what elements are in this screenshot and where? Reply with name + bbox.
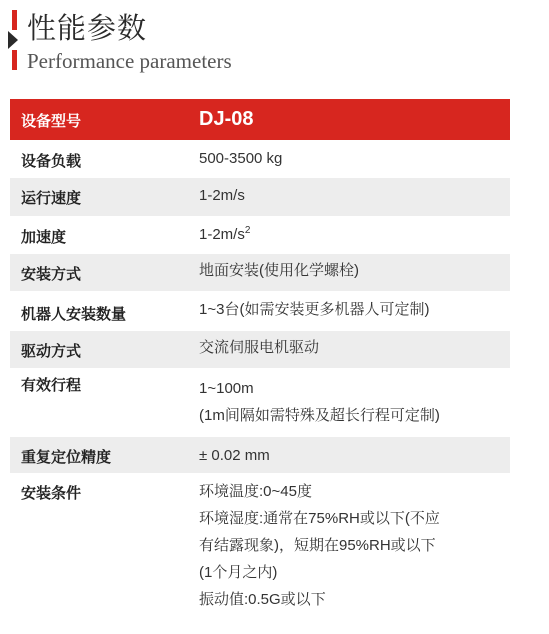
param-label: 安装方式	[21, 266, 82, 283]
param-value	[199, 478, 440, 613]
table-row	[10, 217, 510, 254]
param-value-text: 500-3500 kg	[199, 150, 283, 167]
param-value-line	[199, 402, 440, 429]
param-value-text: 有结露现象)，短期在95%RH或以下	[199, 537, 436, 554]
param-value-line	[199, 532, 440, 559]
param-value-text: (1个月之内)	[199, 564, 278, 581]
param-value-line	[199, 182, 245, 209]
param-value-text: 交流伺服电机驱动	[199, 339, 320, 356]
param-value-text: 1-2m/s	[199, 187, 245, 204]
param-value-text: 环境温度:0~45度	[199, 483, 312, 500]
param-label: 设备负载	[21, 153, 82, 170]
section-title: 性能参数	[27, 13, 148, 45]
section-header	[0, 0, 549, 90]
param-value-line	[199, 257, 359, 284]
param-value-text: 振动值:0.5G或以下	[199, 591, 326, 608]
param-value-text: (1m间隔如需特殊及超长行程可定制)	[199, 407, 440, 424]
section-subtitle: Performance parameters	[27, 49, 232, 73]
arrow-icon	[8, 31, 18, 49]
table-row	[10, 437, 510, 474]
param-label: 驱动方式	[21, 343, 82, 360]
param-value-line	[199, 334, 319, 361]
param-value-line	[199, 505, 440, 532]
param-label: 安装条件	[21, 485, 82, 502]
param-label: 机器人安装数量	[21, 306, 127, 323]
param-value-text: 环境湿度:通常在75%RH或以下(不应	[199, 510, 440, 527]
param-label: 重复定位精度	[21, 449, 112, 466]
param-value-line	[199, 296, 429, 323]
param-label: 有效行程	[21, 377, 82, 394]
param-value	[199, 442, 270, 469]
header-label: 设备型号	[21, 113, 82, 130]
superscript: 2	[244, 225, 251, 236]
param-value	[199, 182, 245, 209]
param-value-text: 1-2m/s	[199, 226, 245, 243]
table-row	[10, 369, 510, 437]
table-row	[10, 178, 510, 217]
table-row	[10, 331, 510, 369]
header-value: DJ-08	[199, 108, 254, 130]
accent-bar-top	[12, 10, 17, 30]
param-value	[199, 334, 319, 361]
param-label: 运行速度	[21, 190, 82, 207]
table-row	[10, 141, 510, 178]
param-value-line	[199, 221, 250, 248]
param-value	[199, 375, 440, 429]
table-row	[10, 474, 510, 625]
param-value-line	[199, 586, 440, 613]
param-value-line	[199, 375, 440, 402]
param-value-line	[199, 145, 282, 172]
param-value	[199, 145, 282, 172]
param-value	[199, 296, 429, 323]
table-row	[10, 292, 510, 331]
param-label: 加速度	[21, 229, 67, 246]
param-value-text: ± 0.02 mm	[199, 447, 270, 464]
parameters-table	[10, 99, 510, 625]
table-row	[10, 254, 510, 292]
param-value-line	[199, 442, 270, 469]
param-value-text: 1~100m	[199, 380, 254, 397]
param-value	[199, 257, 359, 284]
param-value-line	[199, 559, 440, 586]
param-value-text: 地面安装(使用化学螺栓)	[199, 262, 359, 279]
table-header-row	[10, 99, 510, 141]
param-value	[199, 221, 250, 248]
accent-bar-bottom	[12, 50, 17, 70]
param-value-text: 1~3台(如需安装更多机器人可定制)	[199, 301, 430, 318]
param-value-line	[199, 478, 440, 505]
